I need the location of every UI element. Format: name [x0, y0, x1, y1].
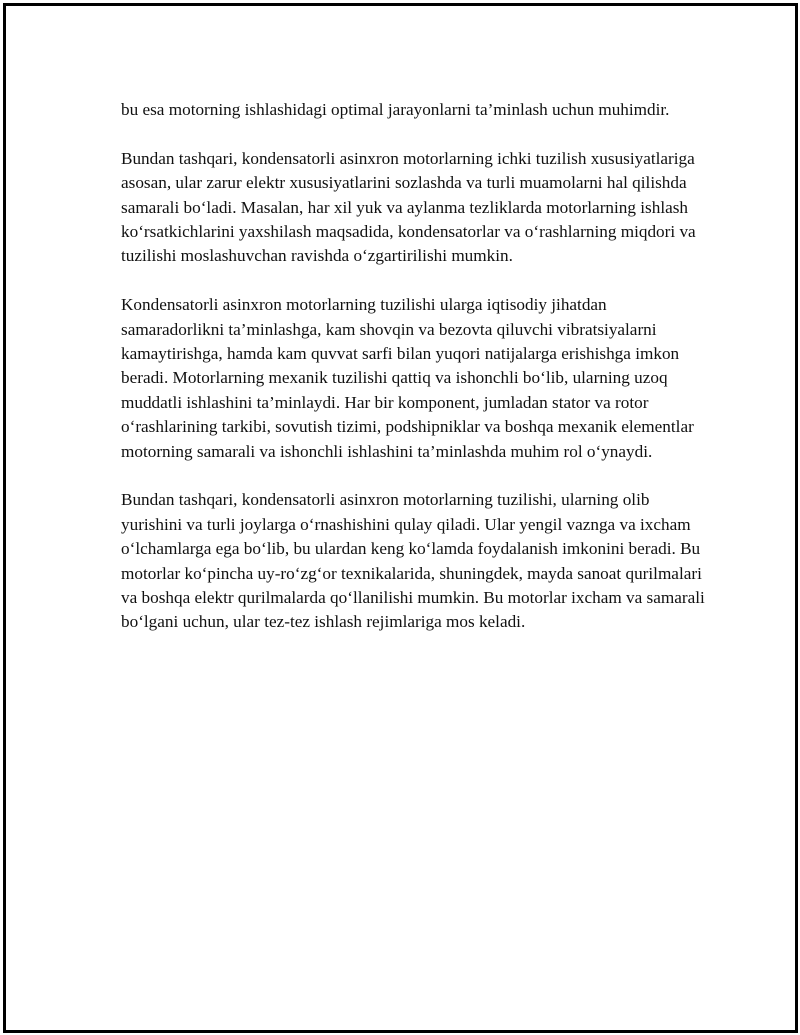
page-border: [3, 3, 798, 1033]
paragraph-2: Bundan tashqari, kondensatorli asinxron motorlarning ichki tuzilish xususiyatlariga asosan, ular zarur elektr xususiyatlarini sozlashda va turli muamolarni hal qilishda samarali bo‘ladi. Masalan, har xil yuk va aylanma tezliklarda motorlarning ishlash ko‘rsatkichlarini yaxshilash maqsadida, kondensatorlar va o‘rashlarning miqdori va tuzilishi moslashuvchan ravishda o‘zgartirilishi mumkin.: [121, 148, 696, 266]
paragraph-4: Bundan tashqari, kondensatorli asinxron motorlarning tuzilishi, ularning olib yurishini va turli joylarga o‘rnashishini qulay qiladi. Ular yengil vaznga va ixcham o‘lchamlarga ega bo‘lib, bu ulardan keng ko‘lamda foydalanish imkonini beradi. Bu motorlar ko‘pincha uy-ro‘zg‘or texnikalarida, shuningdek, mayda sanoat qurilmalari va boshqa elektr qurilmalarda qo‘llanilishi mumkin. Bu motorlar ixcham va samarali bo‘lgani uchun, ular tez-tez ishlash rejimlariga mos keladi.: [121, 490, 705, 632]
paragraph-3: Kondensatorli asinxron motorlarning tuzilishi ularga iqtisodiy jihatdan samaradorlikni ta’minlashga, kam shovqin va bezovta qiluvchi vibratsiyalarni kamaytirishga, hamda kam quvvat sarfi bilan yuqori natijalarga erishishga imkon beradi. Motorlarning mexanik tuzilishi qattiq va ishonchli bo‘lib, ularning uzoq muddatli ishlashini ta’minlaydi. Har bir komponent, jumladan stator va rotor o‘rashlarining tarkibi, sovutish tizimi, podshipniklar va boshqa mexanik elementlar motorning samarali va ishonchli ishlashini ta’minlashda muhim rol o‘ynaydi.: [121, 295, 694, 461]
paragraph-1: bu esa motorning ishlashidagi optimal jarayonlarni ta’minlash uchun muhimdir.: [121, 100, 670, 119]
document-body: [121, 98, 706, 635]
